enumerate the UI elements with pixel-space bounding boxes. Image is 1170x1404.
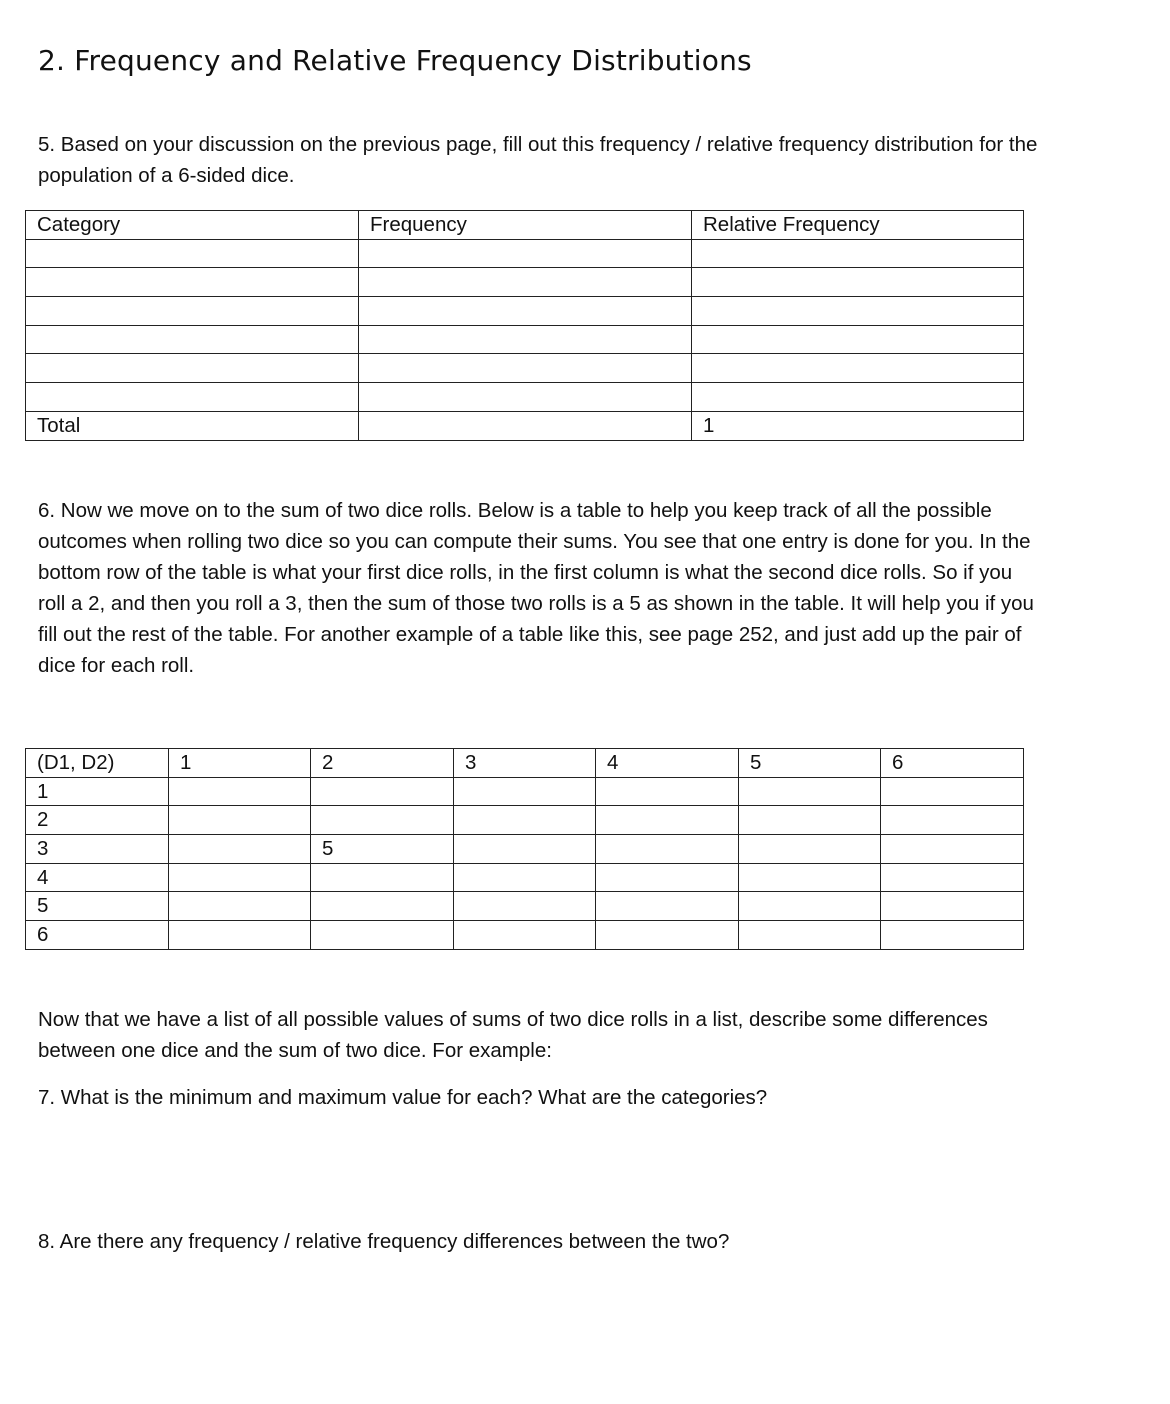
total-relative-frequency-cell: 1 <box>692 411 1024 440</box>
blank-sum-cell[interactable] <box>596 835 739 864</box>
column-header: 4 <box>596 749 739 778</box>
column-header: Category <box>26 211 359 240</box>
column-header: Relative Frequency <box>692 211 1024 240</box>
blank-sum-cell[interactable] <box>881 921 1024 950</box>
table-row <box>26 863 1024 892</box>
blank-answer-cell[interactable] <box>359 354 692 383</box>
table-row <box>26 806 1024 835</box>
blank-sum-cell[interactable] <box>596 892 739 921</box>
blank-sum-cell[interactable] <box>169 806 311 835</box>
question-5-text: 5. Based on your discussion on the previous page, fill out this frequency / relative frequency distribution for the population of a 6-sided dice. <box>38 133 1038 187</box>
blank-sum-cell[interactable] <box>739 892 881 921</box>
blank-sum-cell[interactable] <box>169 835 311 864</box>
blank-answer-cell[interactable] <box>26 268 359 297</box>
table-row <box>26 354 1024 383</box>
row-header: 6 <box>26 921 169 950</box>
table-header-row <box>26 211 1024 240</box>
total-row <box>26 411 1024 440</box>
table-row <box>26 239 1024 268</box>
table-row <box>26 921 1024 950</box>
blank-sum-cell[interactable] <box>311 921 454 950</box>
blank-answer-cell[interactable] <box>692 325 1024 354</box>
blank-sum-cell[interactable] <box>169 892 311 921</box>
column-header: Frequency <box>359 211 692 240</box>
blank-sum-cell[interactable] <box>169 777 311 806</box>
table-row <box>26 892 1024 921</box>
column-header: 6 <box>881 749 1024 778</box>
blank-answer-cell[interactable] <box>26 297 359 326</box>
blank-sum-cell[interactable] <box>454 835 596 864</box>
blank-answer-cell[interactable] <box>359 383 692 412</box>
blank-answer-cell[interactable] <box>359 268 692 297</box>
total-frequency-cell[interactable] <box>359 411 692 440</box>
table-row <box>26 835 1024 864</box>
blank-sum-cell[interactable] <box>454 806 596 835</box>
blank-answer-cell[interactable] <box>692 383 1024 412</box>
after-table-text: Now that we have a list of all possible values of sums of two dice rolls in a list, describe some differences between one dice and the sum of two dice. For example: <box>38 1008 988 1062</box>
table-header-row <box>26 749 1024 778</box>
blank-sum-cell[interactable] <box>739 921 881 950</box>
blank-sum-cell[interactable] <box>739 806 881 835</box>
table-row <box>26 268 1024 297</box>
blank-sum-cell[interactable] <box>739 777 881 806</box>
column-header: 1 <box>169 749 311 778</box>
dice-sum-table <box>25 748 1024 950</box>
blank-sum-cell[interactable] <box>169 863 311 892</box>
row-header: 1 <box>26 777 169 806</box>
blank-answer-cell[interactable] <box>359 239 692 268</box>
blank-sum-cell[interactable] <box>311 806 454 835</box>
table-row <box>26 777 1024 806</box>
table-row <box>26 297 1024 326</box>
blank-sum-cell[interactable] <box>739 863 881 892</box>
blank-answer-cell[interactable] <box>359 325 692 354</box>
frequency-distribution-table <box>25 210 1024 441</box>
blank-sum-cell[interactable] <box>596 777 739 806</box>
blank-answer-cell[interactable] <box>26 354 359 383</box>
question-6-text: 6. Now we move on to the sum of two dice rolls. Below is a table to help you keep track of all the possible outcomes when rolling two dice so you can compute their sums. You see that one entry is done for you. In the bottom row of the table is what your first dice rolls, in the first column is what the second dice rolls. So if you roll a 2, and then you roll a 3, then the sum of those two rolls is a 5 as shown in the table. It will help you if you fill out the rest of the table. For another example of a table like this, see page 252, and just add up the pair of dice for each roll. <box>38 499 1034 677</box>
blank-sum-cell[interactable] <box>169 921 311 950</box>
blank-sum-cell[interactable] <box>596 806 739 835</box>
corner-label: (D1, D2) <box>26 749 169 778</box>
blank-answer-cell[interactable] <box>692 297 1024 326</box>
blank-sum-cell[interactable] <box>454 777 596 806</box>
blank-answer-cell[interactable] <box>26 383 359 412</box>
blank-sum-cell[interactable] <box>454 921 596 950</box>
blank-sum-cell[interactable] <box>881 892 1024 921</box>
filled-sum-cell: 5 <box>311 835 454 864</box>
table-row <box>26 383 1024 412</box>
column-header: 3 <box>454 749 596 778</box>
blank-sum-cell[interactable] <box>739 835 881 864</box>
blank-sum-cell[interactable] <box>881 806 1024 835</box>
question-8-text: 8. Are there any frequency / relative frequency differences between the two? <box>38 1230 730 1253</box>
blank-sum-cell[interactable] <box>596 921 739 950</box>
blank-sum-cell[interactable] <box>881 863 1024 892</box>
blank-answer-cell[interactable] <box>692 268 1024 297</box>
table-row <box>26 325 1024 354</box>
blank-answer-cell[interactable] <box>692 354 1024 383</box>
row-header: 4 <box>26 863 169 892</box>
blank-answer-cell[interactable] <box>26 239 359 268</box>
blank-sum-cell[interactable] <box>454 863 596 892</box>
blank-sum-cell[interactable] <box>311 777 454 806</box>
page-title: 2. Frequency and Relative Frequency Distributions <box>38 44 752 77</box>
row-header: 3 <box>26 835 169 864</box>
blank-sum-cell[interactable] <box>881 777 1024 806</box>
blank-sum-cell[interactable] <box>596 863 739 892</box>
blank-sum-cell[interactable] <box>311 863 454 892</box>
blank-answer-cell[interactable] <box>692 239 1024 268</box>
blank-answer-cell[interactable] <box>359 297 692 326</box>
blank-sum-cell[interactable] <box>454 892 596 921</box>
question-7-text: 7. What is the minimum and maximum value for each? What are the categories? <box>38 1086 768 1109</box>
blank-sum-cell[interactable] <box>881 835 1024 864</box>
blank-answer-cell[interactable] <box>26 325 359 354</box>
total-label: Total <box>26 411 359 440</box>
row-header: 2 <box>26 806 169 835</box>
row-header: 5 <box>26 892 169 921</box>
blank-sum-cell[interactable] <box>311 892 454 921</box>
column-header: 2 <box>311 749 454 778</box>
column-header: 5 <box>739 749 881 778</box>
